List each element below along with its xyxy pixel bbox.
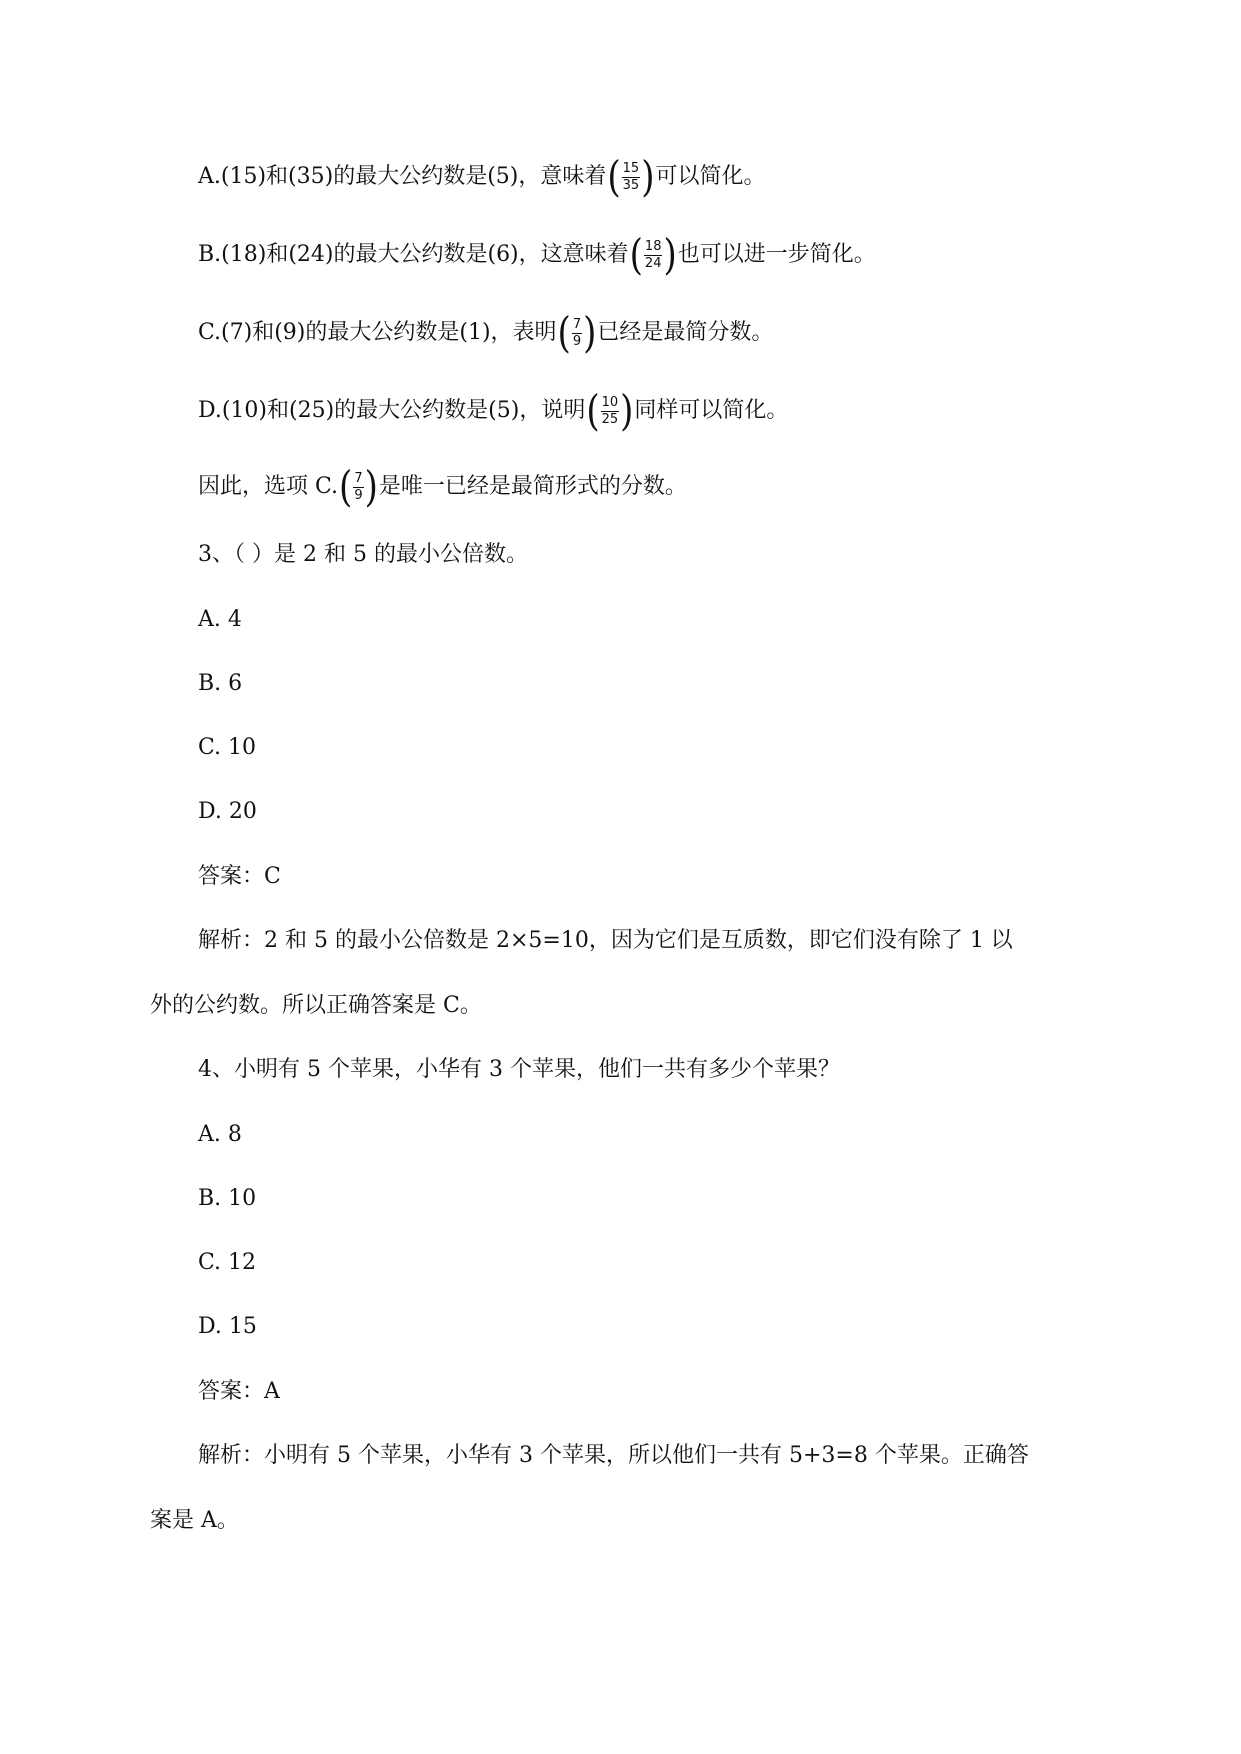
denominator: 24 xyxy=(644,255,662,271)
text: D.(10)和(25)的最大公约数是(5)，说明 xyxy=(198,398,586,423)
fraction: ( $\frac{18}{24}$ ) xyxy=(629,230,677,280)
question-3: 3、（ ）是 2 和 5 的最小公倍数。 xyxy=(198,542,528,567)
denominator: 9 xyxy=(572,333,582,349)
q4-analysis-line-1: 解析：小明有 5 个苹果，小华有 3 个苹果，所以他们一共有 5+3=8 个苹果。正确答 xyxy=(198,1443,1029,1468)
option-b-explanation xyxy=(198,230,876,280)
q3-answer: 答案：C xyxy=(198,864,281,889)
text: 同样可以简化。 xyxy=(634,398,789,423)
denominator: 9 xyxy=(354,487,363,503)
fraction: ( $\frac{10}{25}$ ) xyxy=(586,386,634,436)
denominator: 25 xyxy=(601,411,619,427)
text: C.(7)和(9)的最大公约数是(1)，表明 xyxy=(198,320,557,345)
q3-analysis-line-1: 解析：2 和 5 的最小公倍数是 2×5=10，因为它们是互质数，即它们没有除了 1 以 xyxy=(198,928,1013,953)
text: B.(18)和(24)的最大公约数是(6)，这意味着 xyxy=(198,242,629,267)
q4-answer: 答案：A xyxy=(198,1379,280,1404)
q4-option-d: D. 15 xyxy=(198,1314,257,1339)
q4-option-c: C. 12 xyxy=(198,1250,257,1275)
question-4: 4、小明有 5 个苹果，小华有 3 个苹果，他们一共有多少个苹果？ xyxy=(198,1057,840,1082)
text: 因此，选项 C. xyxy=(198,474,339,499)
q3-option-d: D. 20 xyxy=(198,799,257,824)
numerator: 15 xyxy=(622,160,640,176)
numerator: 10 xyxy=(601,394,619,410)
text: 已经是最简分数。 xyxy=(597,320,774,345)
option-c-explanation xyxy=(198,308,774,358)
numerator: 18 xyxy=(644,238,662,254)
q3-analysis-line-2: 外的公约数。所以正确答案是 C。 xyxy=(150,993,482,1018)
numerator: 7 xyxy=(572,316,582,332)
text: A.(15)和(35)的最大公约数是(5)，意味着 xyxy=(198,164,607,189)
text: 也可以进一步简化。 xyxy=(677,242,876,267)
conclusion xyxy=(198,462,687,512)
q4-analysis-line-2: 案是 A。 xyxy=(150,1508,239,1533)
fraction: ( $\frac{15}{35}$ ) xyxy=(607,152,655,202)
text: 可以简化。 xyxy=(655,164,766,189)
q3-option-b: B. 6 xyxy=(198,671,243,696)
numerator: 7 xyxy=(354,470,363,486)
denominator: 35 xyxy=(622,177,640,193)
q4-option-b: B. 10 xyxy=(198,1186,257,1211)
q3-option-a: A. 4 xyxy=(198,607,242,632)
option-d-explanation xyxy=(198,386,789,436)
q3-option-c: C. 10 xyxy=(198,735,257,760)
option-a-explanation xyxy=(198,152,766,202)
fraction: ( $\frac{7}{9}$ ) xyxy=(557,308,597,358)
text: 是唯一已经是最简形式的分数。 xyxy=(378,474,687,499)
q4-option-a: A. 8 xyxy=(198,1122,242,1147)
fraction: ( $\frac{7}{9}$ ) xyxy=(339,462,378,512)
